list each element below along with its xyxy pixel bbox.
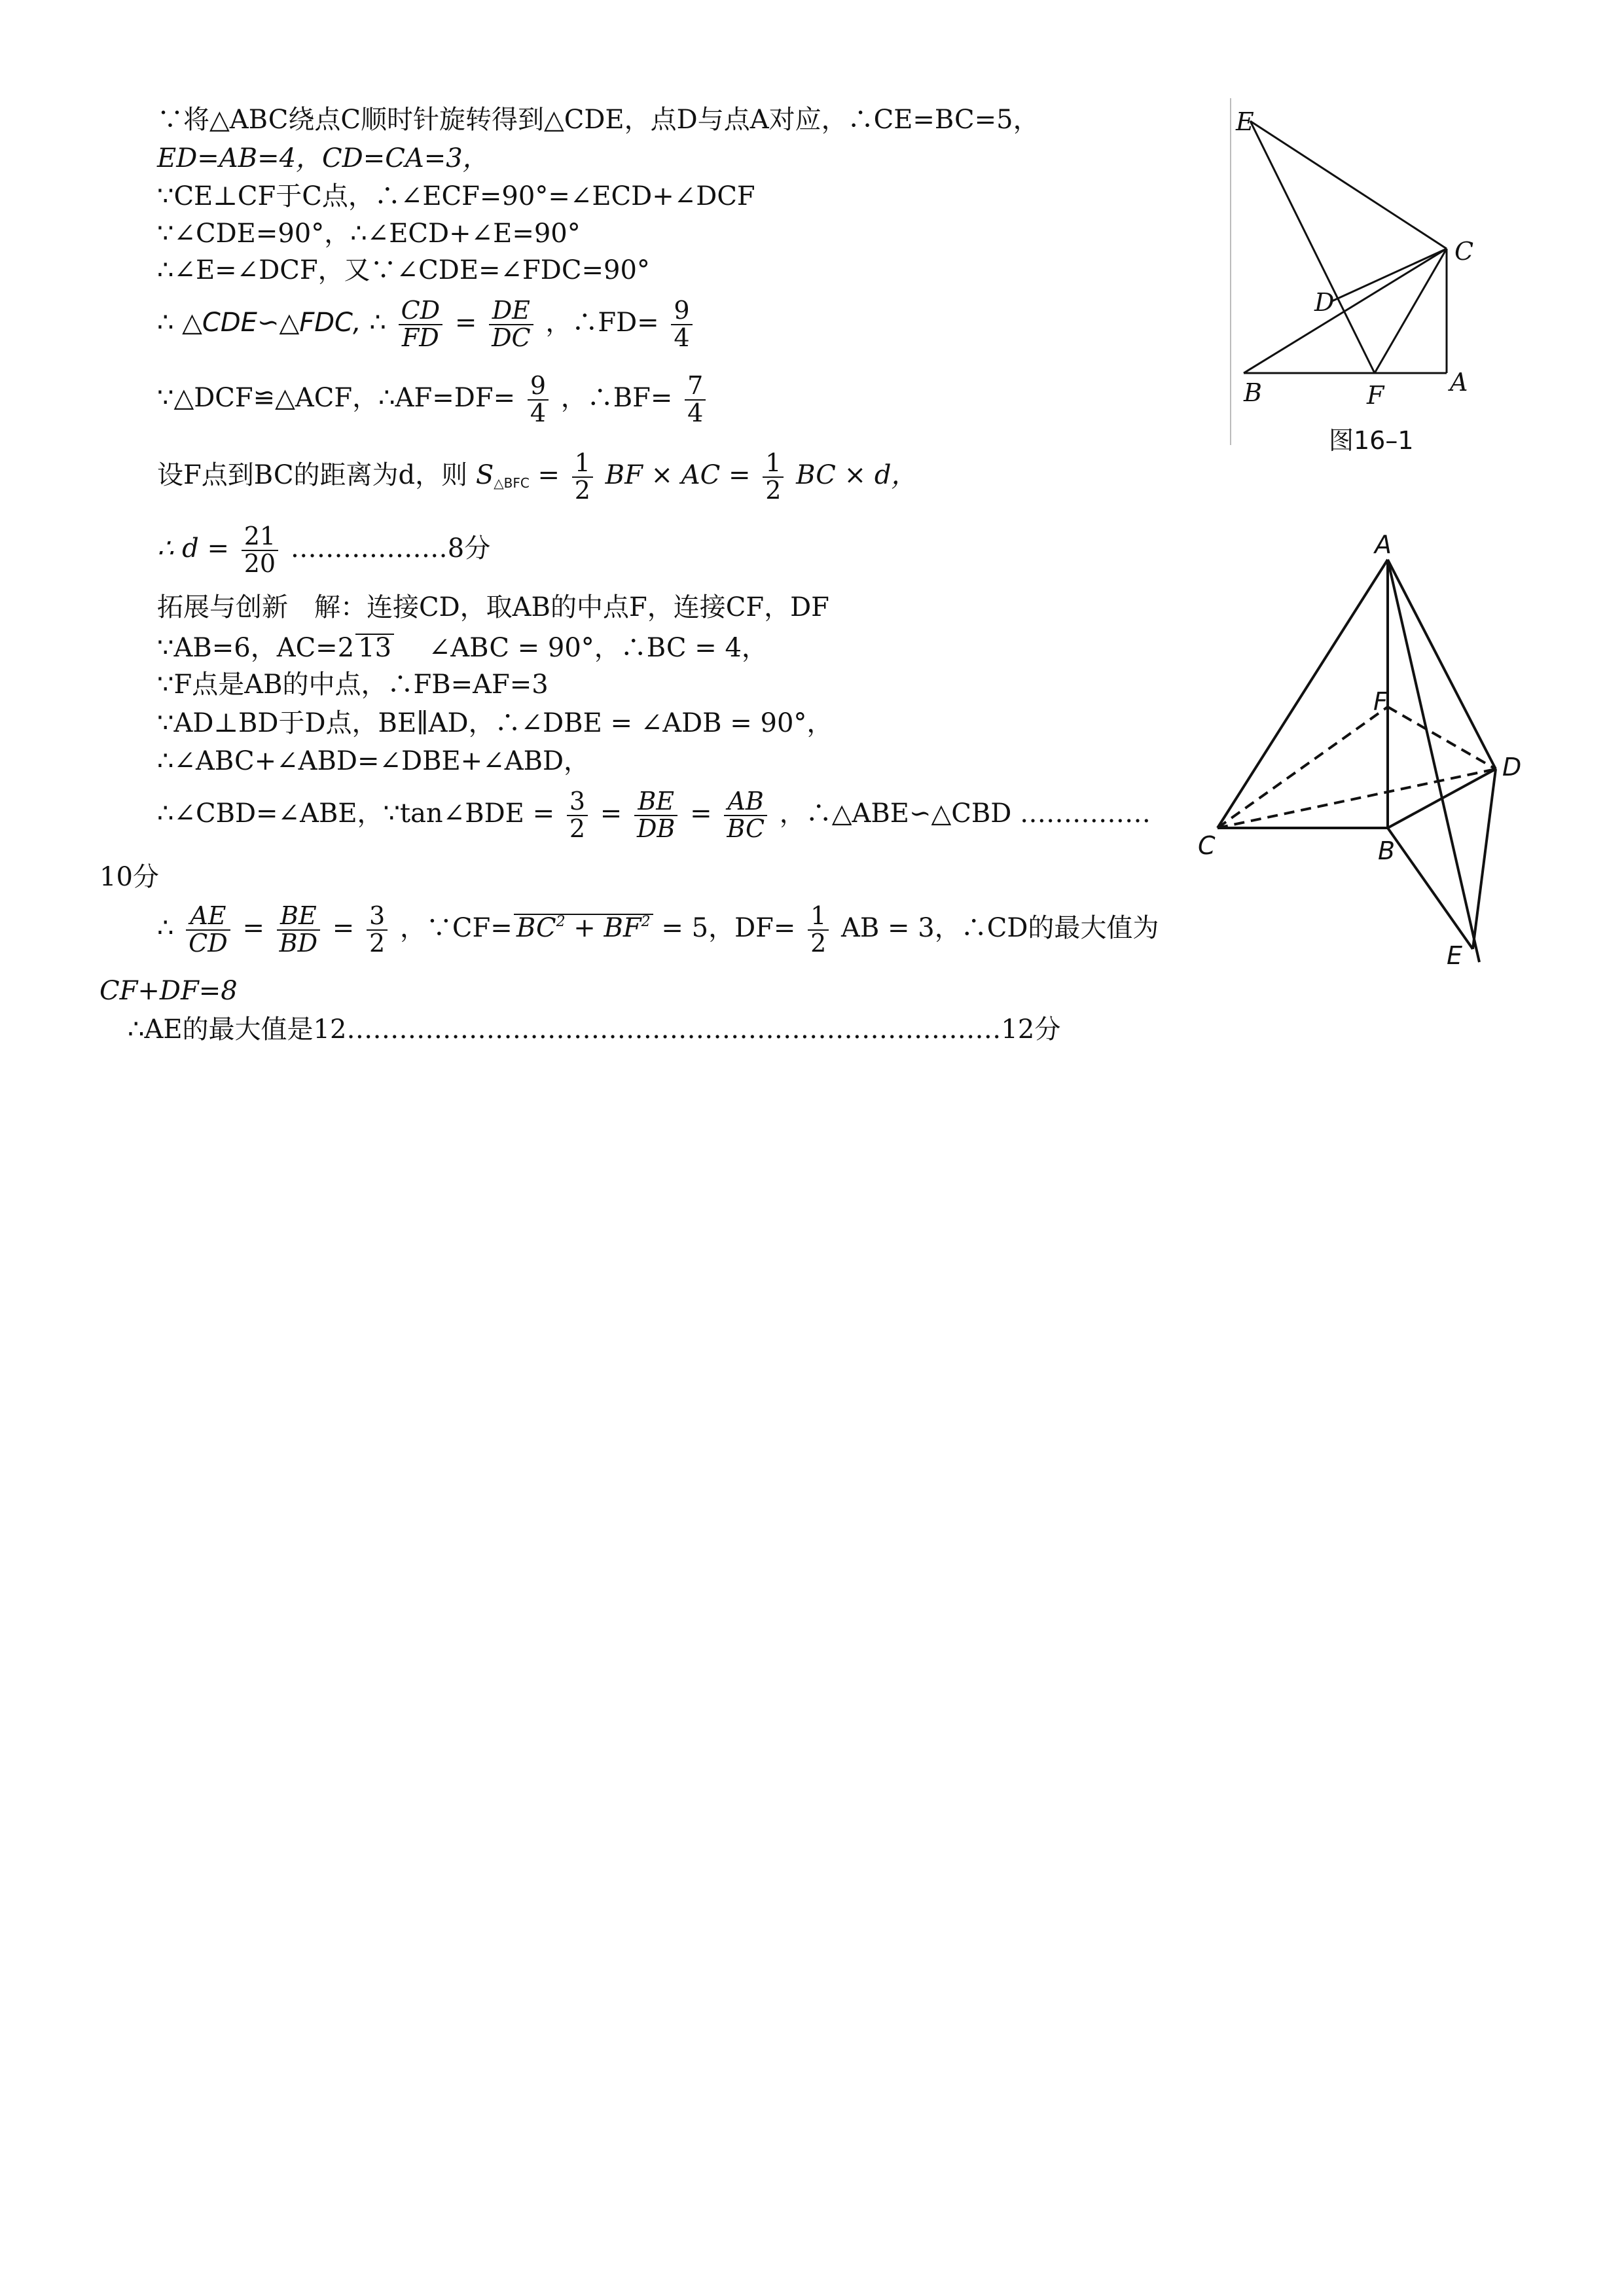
fraction-3-2: $\frac{3}{2}$ [567, 789, 588, 842]
line-8 [157, 450, 917, 504]
angle-abc-bc: ∠ABC = 90°，∴BC = 4， [402, 633, 768, 663]
similar-statement: △CDE∽△FDC, [182, 307, 361, 338]
cd-max: AB = 3，∴CD的最大值为 [841, 912, 1159, 943]
line-7 [157, 373, 710, 427]
bf-equals: ，∴BF= [560, 382, 673, 413]
label-C: C [1454, 237, 1474, 266]
line-18: CF+DF=8 [99, 976, 238, 1006]
equals: = [537, 459, 560, 490]
sqrt-13: 13 [355, 634, 394, 661]
figure-2 [1178, 530, 1522, 975]
label-B: B [1378, 836, 1396, 865]
line-3: ∵CE⊥CF于C点，∴∠ECF=90°=∠ECD+∠DCF [157, 181, 755, 211]
line-17 [157, 903, 1159, 957]
segment-fc [1375, 249, 1447, 373]
area-symbol: S [475, 459, 494, 490]
fraction-7-4: $\frac{7}{4}$ [685, 373, 706, 427]
fraction-9-4: $\frac{9}{4}$ [671, 298, 692, 351]
line-6 [157, 298, 696, 351]
line-1: ∵将△ABC绕点C顺时针旋转得到△CDE，点D与点A对应，∴CE=BC=5， [157, 105, 1039, 135]
label-A: A [1450, 368, 1468, 397]
df-equals: = 5，DF= [661, 912, 796, 943]
line-11 [157, 634, 768, 661]
equals: = [454, 307, 477, 338]
fraction-de-dc: $\frac{DE}{DC}$ [489, 298, 533, 351]
line-15 [157, 789, 1151, 842]
therefore-symbol: ∴ [369, 307, 386, 338]
line-19: ∴AE的最大值是12…………………………………………………………………12分 [128, 1014, 1061, 1045]
segment-ef [1250, 121, 1375, 373]
fd-equals: ，∴FD= [545, 307, 659, 338]
fraction-be-db: $\frac{BE}{DB}$ [634, 789, 677, 842]
segment-de [1473, 769, 1496, 949]
score-8: ………………8分 [290, 533, 491, 564]
d-equals: ∴ d = [157, 533, 229, 564]
label-F: F [1367, 381, 1384, 410]
label-E: E [1447, 941, 1463, 970]
equals: = [600, 798, 623, 829]
fraction-ae-cd: $\frac{AE}{CD}$ [186, 903, 230, 957]
line-13: ∵AD⊥BD于D点，BE∥AD，∴∠DBE = ∠ADB = 90°， [157, 708, 833, 738]
bc-times-d: BC × d， [796, 459, 918, 490]
line-10: 拓展与创新 解：连接CD，取AB的中点F，连接CF，DF [157, 592, 829, 622]
line-12: ∵F点是AB的中点，∴FB=AF=3 [157, 670, 549, 700]
therefore-symbol: ∴ [157, 307, 174, 338]
label-D: D [1502, 753, 1522, 781]
segment-ae [1388, 560, 1479, 962]
fraction-21-20: $\frac{21}{20}$ [242, 524, 278, 577]
line-16: 10分 [99, 862, 159, 892]
label-B: B [1244, 378, 1262, 407]
ab-ac-values: ∵AB=6，AC=2 [157, 633, 355, 663]
segment-ac [1218, 560, 1388, 828]
congruent-statement: ∵△DCF≌△ACF，∴AF=DF= [157, 382, 516, 413]
equals: = [332, 912, 355, 943]
therefore-symbol: ∴ [157, 912, 174, 943]
segment-ad [1388, 560, 1496, 769]
segment-dc [1332, 249, 1447, 301]
figure-caption: 图16–1 [1329, 426, 1414, 455]
fraction-1-2: $\frac{1}{2}$ [808, 903, 829, 957]
sqrt-bc-bf: $BC^2 + BF^2$ [514, 914, 653, 941]
segment-bd [1388, 769, 1496, 828]
fraction-1-2: $\frac{1}{2}$ [763, 450, 784, 504]
line-9 [157, 524, 490, 577]
distance-statement: 设F点到BC的距离为d，则 [157, 459, 468, 490]
segment-bc [1244, 249, 1447, 373]
figure-2-drawing [1178, 530, 1522, 975]
fraction-1-2: $\frac{1}{2}$ [572, 450, 593, 504]
fraction-9-4: $\frac{9}{4}$ [528, 373, 549, 427]
bf-times-ac: BF × AC = [605, 459, 751, 490]
cf-equals: ，∵CF= [399, 912, 513, 943]
label-D: D [1314, 288, 1335, 317]
fraction-ab-bc: $\frac{AB}{BC}$ [724, 789, 767, 842]
segment-ec [1250, 121, 1447, 249]
figure-16-1 [1218, 98, 1492, 455]
line-14: ∴∠ABC+∠ABD=∠DBE+∠ABD， [157, 746, 590, 776]
area-subscript: △BFC [494, 475, 530, 491]
fraction-cd-fd: $\frac{CD}{FD}$ [399, 298, 443, 351]
label-A: A [1375, 530, 1392, 559]
label-C: C [1198, 831, 1216, 860]
equals: = [242, 912, 264, 943]
fraction-be-bd: $\frac{BE}{BD}$ [277, 903, 320, 957]
label-E: E [1236, 107, 1254, 136]
line-4: ∵∠CDE=90°，∴∠ECD+∠E=90° [157, 219, 581, 249]
segment-be [1388, 828, 1473, 949]
similar-abe-cbd: ，∴△ABE∽△CBD …………… [779, 798, 1151, 829]
label-F: F [1373, 687, 1388, 716]
line-5: ∴∠E=∠DCF，又∵∠CDE=∠FDC=90° [157, 255, 650, 285]
equals: = [690, 798, 712, 829]
line-2: ED=AB=4，CD=CA=3， [157, 143, 489, 173]
fraction-3-2: $\frac{3}{2}$ [367, 903, 388, 957]
tan-statement: ∴∠CBD=∠ABE，∵tan∠BDE = [157, 798, 555, 829]
